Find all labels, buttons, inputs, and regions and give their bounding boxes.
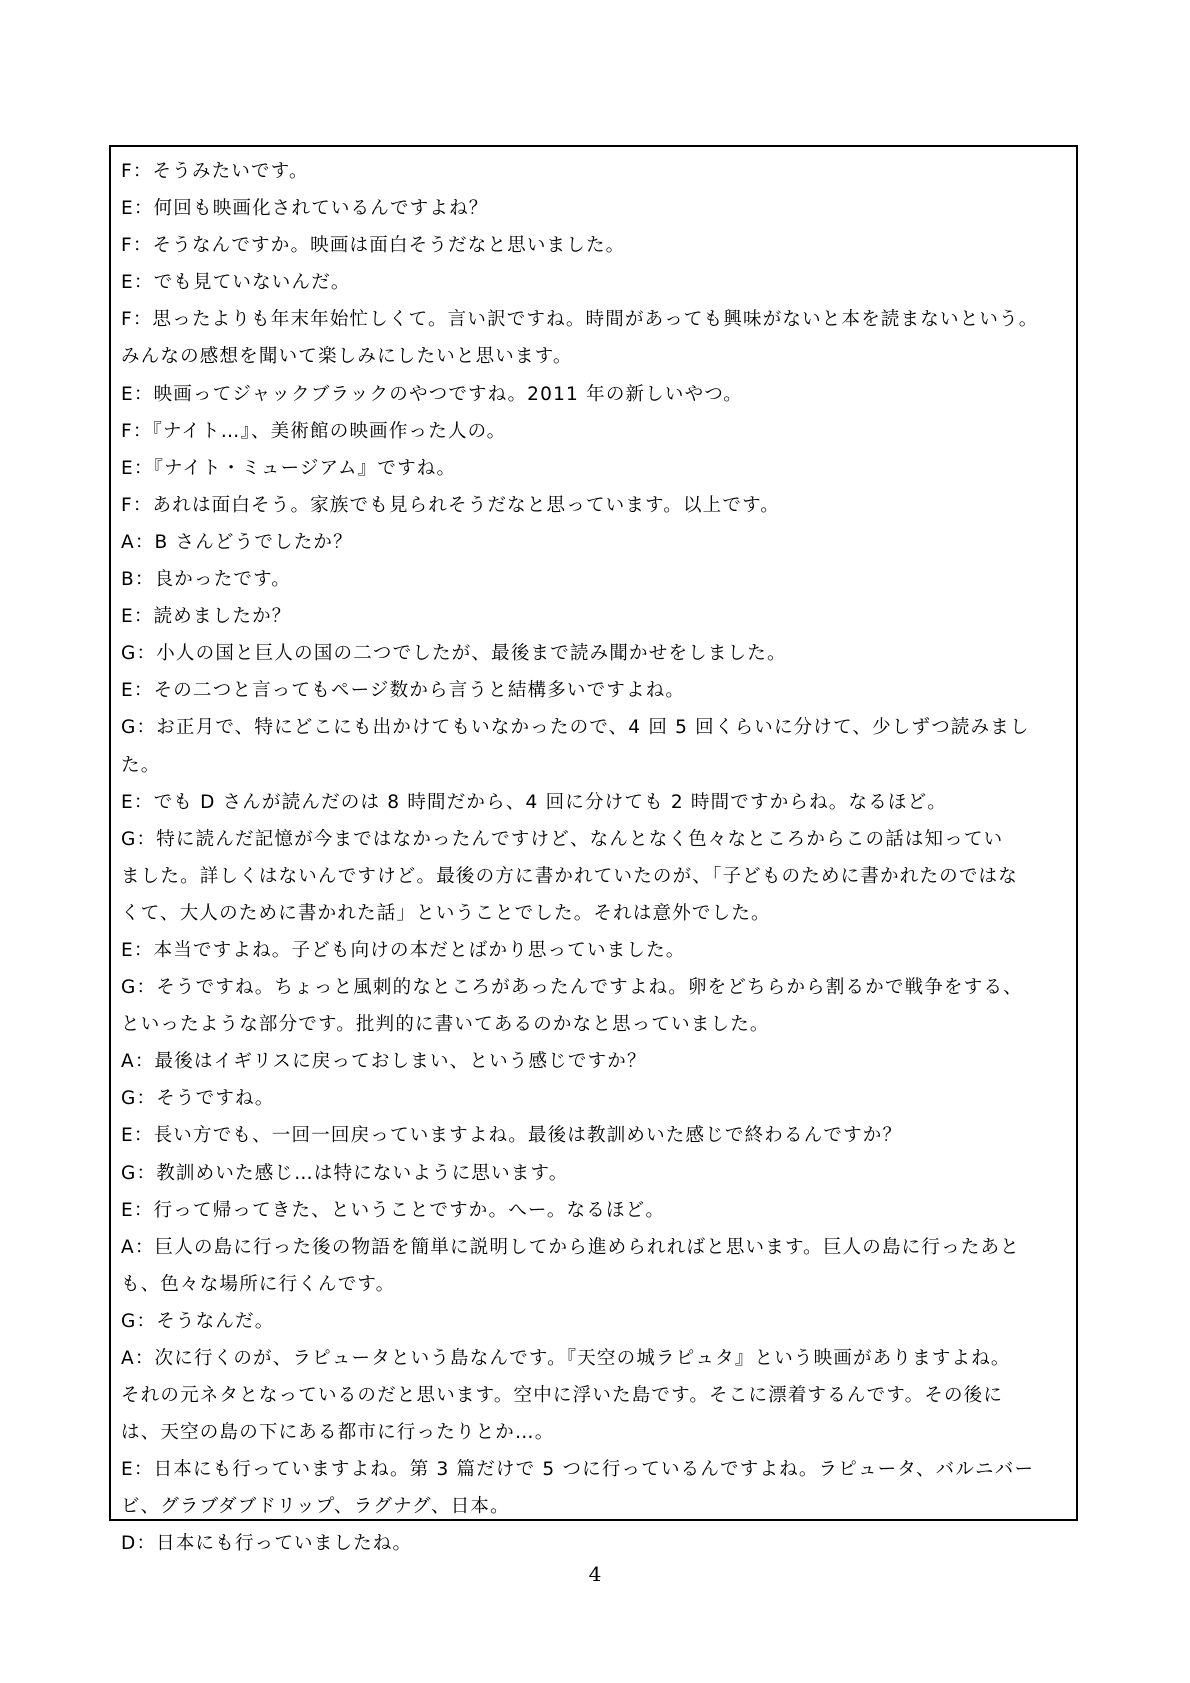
- transcript-line: F：思ったよりも年末年始忙しくて。言い訳ですね。時間があっても興味がないと本を読まないという。: [121, 309, 1039, 331]
- transcript-line: ました。詳しくはないんですけど。最後の方に書かれていたのが、「子どものために書かれたのではな: [121, 865, 1018, 887]
- transcript-box: [109, 145, 1078, 1555]
- transcript-line: E：『ナイト・ミュージアム』ですね。: [121, 457, 457, 479]
- transcript-line: A：次に行くのが、ラピュータという島なんです。『天空の城ラピュタ』という映画がありますよね。: [121, 1348, 1011, 1369]
- transcript-line: E：その二つと言ってもページ数から言うと結構多いですよね。: [121, 680, 686, 702]
- transcript-line: E：何回も映画化されているんですよね？: [121, 198, 489, 220]
- transcript-line: G：そうですね。ちょっと風刺的なところがあったんですよね。卵をどちらから割るかで戦争をする、: [121, 977, 1023, 999]
- transcript-line: A：B さんどうでしたか？: [121, 531, 353, 553]
- transcript-line: A：巨人の島に行った後の物語を簡単に説明してから進められればと思います。巨人の島に行ったあと: [121, 1236, 1020, 1258]
- transcript-line: F：そうみたいです。: [121, 161, 309, 182]
- transcript-line: E：映画ってジャックブラックのやつですね。2011 年の新しいやつ。: [121, 383, 743, 405]
- transcript-line: F：あれは面白そう。家族でも見られそうだなと思っています。以上です。: [121, 494, 780, 516]
- transcript-line: は、天空の島の下にある都市に行ったりとか…。: [121, 1422, 555, 1444]
- transcript-line: G：教訓めいた感じ…は特にないように思います。: [121, 1162, 569, 1184]
- transcript-line: といったような部分です。批判的に書いてあるのかなと思っていました。: [121, 1014, 770, 1036]
- transcript-line: E：でも D さんが読んだのは 8 時間だから、4 回に分けても 2 時間ですからね。なるほど。: [121, 791, 948, 813]
- transcript-line: E：行って帰ってきた、ということですか。へー。なるほど。: [121, 1199, 666, 1221]
- transcript-line: みんなの感想を聞いて楽しみにしたいと思います。: [121, 346, 573, 368]
- transcript-line: F：そうなんですか。映画は面白そうだなと思いました。: [121, 235, 626, 257]
- transcript-line: G：お正月で、特にどこにも出かけてもいなかったので、4 回 5 回くらいに分けて、少しずつ読みまし: [121, 717, 1030, 739]
- transcript-line: G：そうですね。: [121, 1088, 275, 1110]
- transcript-line: B：良かったです。: [121, 569, 292, 591]
- transcript-line: E：読めましたか？: [121, 606, 292, 628]
- transcript-line: D：日本にも行っていましたね。: [121, 1533, 413, 1555]
- transcript-line: た。: [121, 754, 161, 776]
- transcript-line: E：でも見ていないんだ。: [121, 272, 351, 294]
- page-number: 4: [588, 1562, 602, 1586]
- transcript-line: G：小人の国と巨人の国の二つでしたが、最後まで読み聞かせをしました。: [121, 643, 787, 665]
- transcript-line: それの元ネタとなっているのだと思います。空中に浮いた島です。そこに漂着するんです。その後に: [121, 1385, 1004, 1407]
- transcript-line: E：本当ですよね。子ども向けの本だとばかり思っていました。: [121, 939, 686, 961]
- transcript-line: ビ、グラブダブドリップ、ラグナグ、日本。: [121, 1496, 510, 1518]
- transcript-line: G：そうなんだ。: [121, 1310, 275, 1332]
- transcript-line: G：特に読んだ記憶が今まではなかったんですけど、なんとなく色々なところからこの話は知ってい: [121, 828, 1004, 850]
- transcript-line: F：『ナイト…』、美術館の映画作った人の。: [121, 420, 507, 442]
- transcript-line: くて、大人のために書かれた話」ということでした。それは意外でした。: [121, 902, 771, 924]
- transcript-line: E：日本にも行っていますよね。第 3 篇だけで 5 つに行っているんですよね。ラピュータ、バルニバー: [121, 1459, 1035, 1481]
- transcript-line: E：長い方でも、一回一回戻っていますよね。最後は教訓めいた感じで終わるんですか？: [121, 1125, 903, 1147]
- transcript-line: A：最後はイギリスに戻っておしまい、という感じですか？: [121, 1051, 647, 1073]
- transcript-line: も、色々な場所に行くんです。: [121, 1273, 396, 1295]
